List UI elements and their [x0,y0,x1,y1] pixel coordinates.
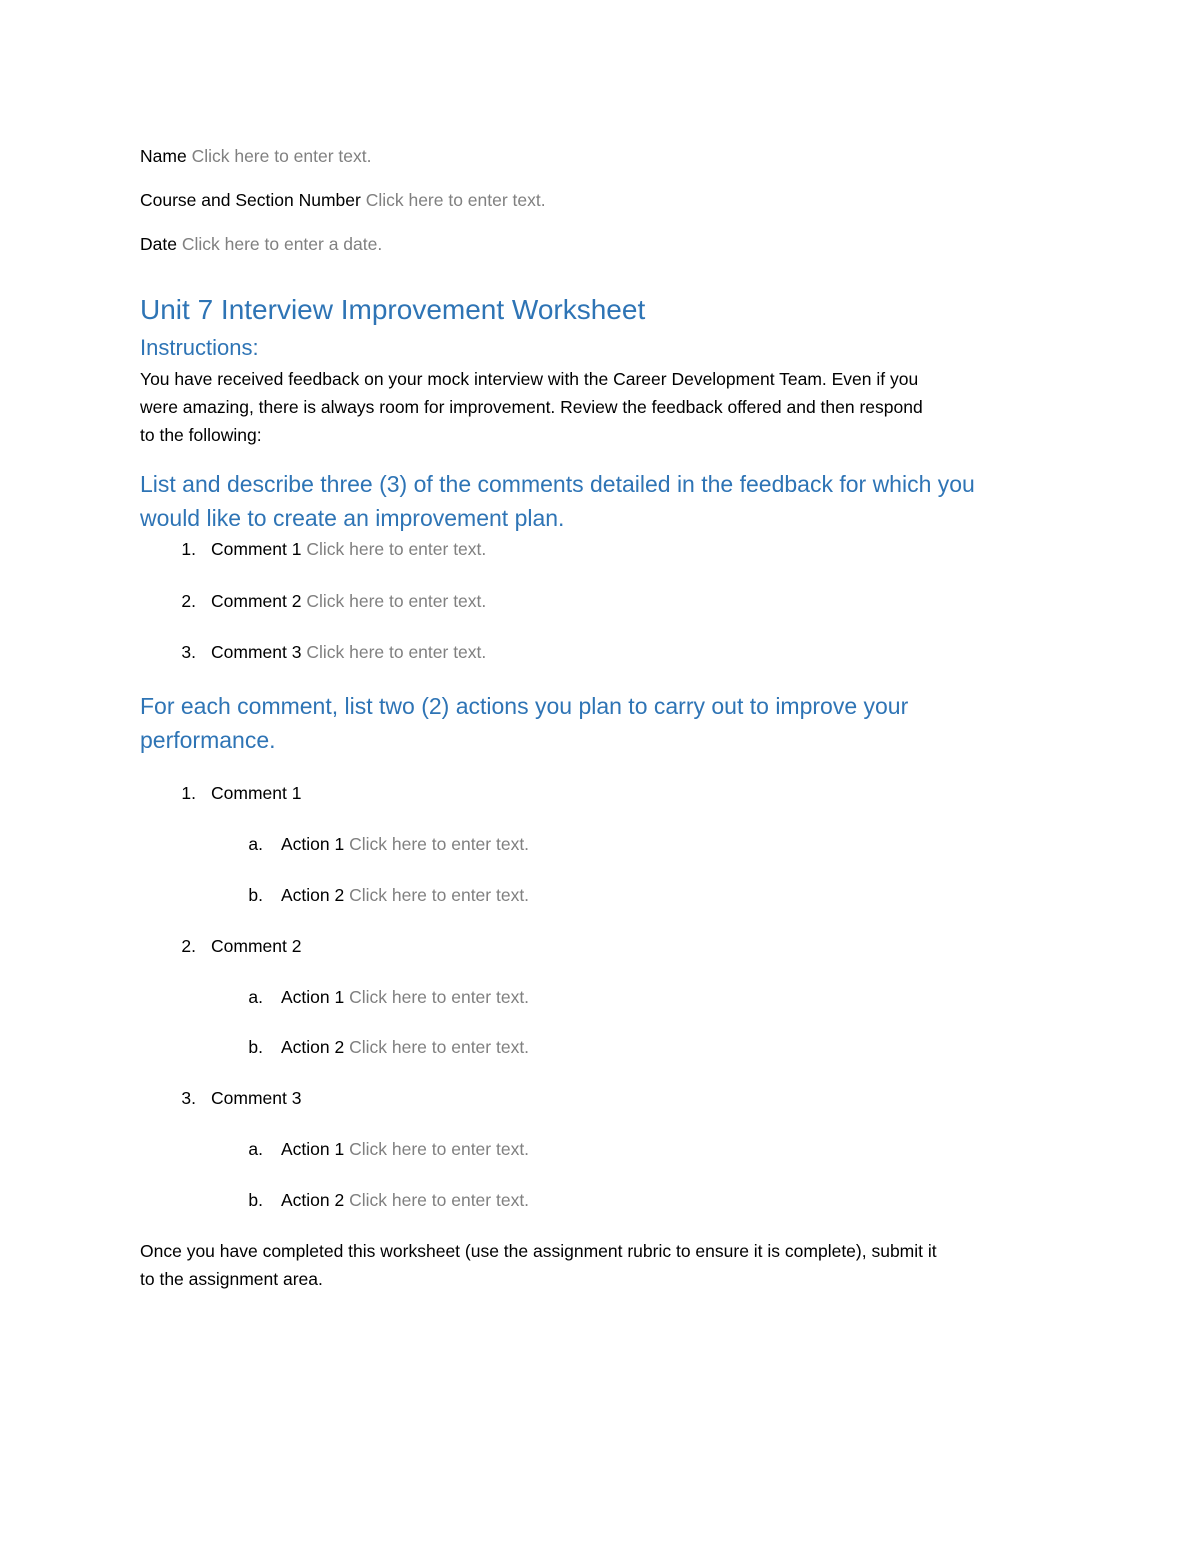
document-title: Unit 7 Interview Improvement Worksheet [140,294,646,325]
course-field-row [140,186,546,214]
list-letter: b. [248,1190,263,1210]
comment-input[interactable]: Click here to enter text. [306,539,487,559]
list-number: 1. [181,539,196,559]
action-input[interactable]: Click here to enter text. [349,987,530,1007]
list-number: 3. [181,642,196,662]
list-number: 1. [181,783,196,803]
list-number: 2. [181,591,196,611]
date-field-row [140,230,382,258]
list-letter: b. [248,1037,263,1057]
comment-input[interactable]: Click here to enter text. [306,591,487,611]
list-number: 2. [181,936,196,956]
closing-line: to the assignment area. [140,1269,323,1289]
name-input[interactable]: Click here to enter text. [191,146,372,166]
comment-label: Comment 2 [211,591,302,611]
action-label: Action 2 [281,1190,345,1210]
action-label: Action 1 [281,1139,345,1159]
instructions-line: were amazing, there is always room for improvement. Review the feedback offered and then respond [140,397,923,417]
section2-heading-line: performance. [140,727,276,753]
date-picker[interactable]: Click here to enter a date. [181,234,383,254]
action-label: Action 1 [281,834,345,854]
action-input[interactable]: Click here to enter text. [349,834,530,854]
section1-heading-line: would like to create an improvement plan. [140,505,565,531]
section2-heading-line: For each comment, list two (2) actions you plan to carry out to improve your [140,693,909,719]
instructions-heading: Instructions: [140,335,259,360]
closing-line: Once you have completed this worksheet (use the assignment rubric to ensure it is complete), submit it [140,1241,937,1261]
name-field-row [140,142,372,170]
action-input[interactable]: Click here to enter text. [349,885,530,905]
section1-heading-line: List and describe three (3) of the comments detailed in the feedback for which you [140,471,975,497]
instructions-line: You have received feedback on your mock interview with the Career Development Team. Even if you [140,369,919,389]
action-input[interactable]: Click here to enter text. [349,1190,530,1210]
list-number: 3. [181,1088,196,1108]
action-label: Action 2 [281,1037,345,1057]
instructions-line: to the following: [140,425,262,445]
action-input[interactable]: Click here to enter text. [349,1037,530,1057]
comment-input[interactable]: Click here to enter text. [306,642,487,662]
course-input[interactable]: Click here to enter text. [365,190,546,210]
comment-label: Comment 1 [211,539,302,559]
comment-label: Comment 3 [211,642,302,662]
action-label: Action 2 [281,885,345,905]
action-input[interactable]: Click here to enter text. [349,1139,530,1159]
date-label: Date [140,234,177,254]
course-label: Course and Section Number [140,190,361,210]
list-letter: a. [248,834,263,854]
list-letter: a. [248,1139,263,1159]
comment-label: Comment 2 [211,936,302,956]
comment-label: Comment 3 [211,1088,302,1108]
action-label: Action 1 [281,987,345,1007]
list-letter: b. [248,885,263,905]
list-letter: a. [248,987,263,1007]
name-label: Name [140,146,187,166]
comment-label: Comment 1 [211,783,302,803]
